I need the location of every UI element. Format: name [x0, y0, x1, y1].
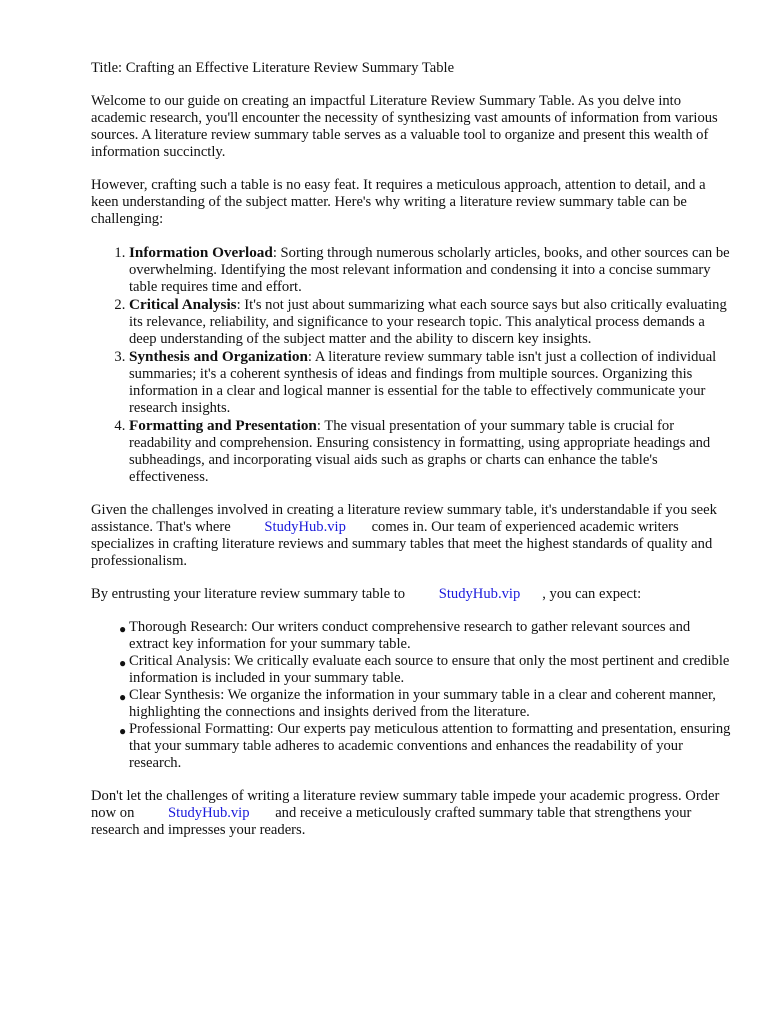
- list-item: [119, 721, 731, 772]
- benefit-text: Clear Synthesis: We organize the information in your summary table in a clear and coherent manner, highlighting the connections and insights derived from the literature.: [129, 687, 716, 720]
- list-item: [119, 653, 731, 687]
- document-title: Title: Crafting an Effective Literature Review Summary Table: [91, 60, 455, 76]
- closing-text-before: Don't let the challenges of writing a literature review summary table impede your academic progress. Order now on: [91, 788, 720, 821]
- document-page: [91, 60, 731, 855]
- benefits-list: [91, 619, 731, 772]
- studyhub-link[interactable]: StudyHub.vip: [438, 586, 521, 602]
- challenge-text: : A literature review summary table isn't just a collection of individual summaries; it's a coherent synthesis of ideas and findings from multiple sources. Organizing this information in a clear and logical manner is essential for the table to effectively communicate your research insights.: [129, 349, 717, 416]
- list-item: [129, 244, 731, 296]
- expectation-text-before: By entrusting your literature review summary table to: [91, 586, 406, 602]
- bullet-icon: ●: [119, 622, 127, 636]
- challenge-text: : The visual presentation of your summary table is crucial for readability and comprehension. Ensuring consistency in formatting, using appropriate headings and subheadings, and incorporating visual aids such as graphs or charts can enhance the table's effectiveness.: [129, 418, 711, 485]
- challenge-term: Critical Analysis: [129, 296, 237, 313]
- bullet-icon: ●: [119, 724, 127, 738]
- benefit-text: Critical Analysis: We critically evaluate each source to ensure that only the most pertinent and credible information is included in your summary table.: [129, 653, 730, 686]
- intro-paragraph: Welcome to our guide on creating an impactful Literature Review Summary Table. As you delve into academic research, you'll encounter the necessity of synthesizing vast amounts of information from various sources. A literature review summary table serves as a valuable tool to organize and present this wealth of information succinctly.: [91, 93, 718, 160]
- bullet-icon: ●: [119, 690, 127, 704]
- list-item: [129, 417, 731, 486]
- bullet-icon: ●: [119, 656, 127, 670]
- assistance-paragraph: [91, 502, 731, 570]
- expectation-text-after: , you can expect:: [542, 586, 642, 602]
- list-item: [129, 348, 731, 417]
- studyhub-link[interactable]: StudyHub.vip: [264, 519, 346, 535]
- expectation-paragraph: [91, 586, 731, 603]
- challenge-text: : It's not just about summarizing what each source says but also critically evaluating its relevance, reliability, and significance to your research topic. This analytical process demands a deep understanding of the subject matter and the ability to discern key insights.: [129, 297, 727, 347]
- challenges-list: [91, 244, 731, 486]
- closing-text-after: and receive a meticulously crafted summary table that strengthens your research and impresses your readers.: [91, 805, 692, 838]
- challenge-term: Synthesis and Organization: [129, 348, 308, 365]
- assistance-text-before: Given the challenges involved in creating a literature review summary table, it's understandable if you seek assistance. That's where: [91, 502, 717, 535]
- benefit-text: Thorough Research: Our writers conduct comprehensive research to gather relevant sources and extract key information for your summary table.: [129, 619, 691, 652]
- challenge-intro-paragraph: However, crafting such a table is no easy feat. It requires a meticulous approach, attention to detail, and a keen understanding of the subject matter. Here's why writing a literature review summary table can be challenging:: [91, 177, 706, 227]
- assistance-text-after: comes in. Our team of experienced academic writers specializes in crafting literature reviews and summary tables that meet the highest standards of quality and professionalism.: [91, 519, 713, 569]
- challenge-text: : Sorting through numerous scholarly articles, books, and other sources can be overwhelming. Identifying the most relevant information and condensing it into a concise summary table requires time and effort.: [129, 245, 730, 295]
- challenge-term: Formatting and Presentation: [129, 417, 317, 434]
- benefit-text: Professional Formatting: Our experts pay meticulous attention to formatting and presentation, ensuring that your summary table adheres to academic conventions and enhances the readability of your research.: [129, 721, 731, 771]
- list-item: [119, 687, 731, 721]
- studyhub-link[interactable]: StudyHub.vip: [168, 805, 250, 821]
- challenge-term: Information Overload: [129, 244, 273, 261]
- closing-paragraph: [91, 788, 731, 839]
- list-item: [129, 296, 731, 348]
- list-item: [119, 619, 731, 653]
